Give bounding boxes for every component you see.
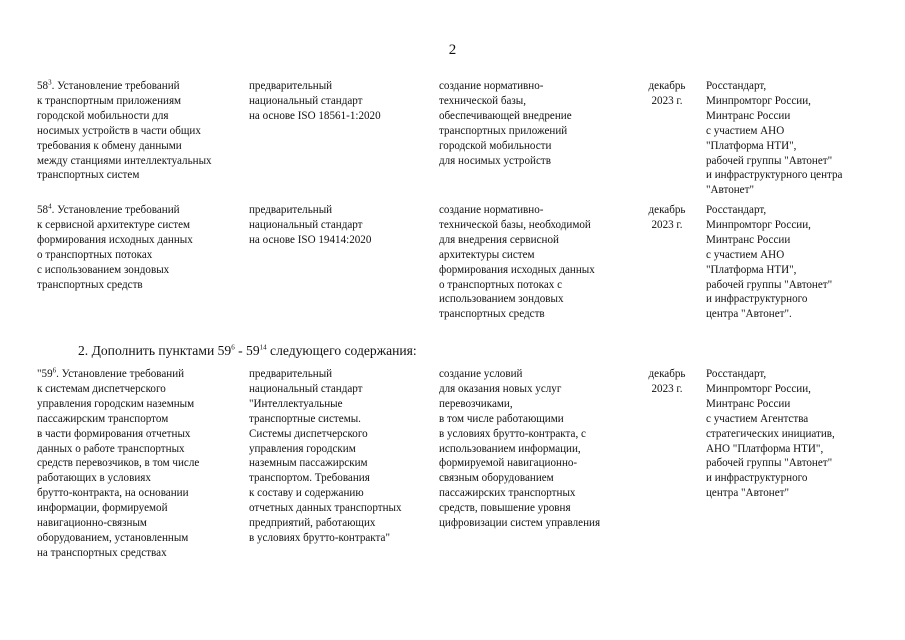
document-type: предварительный национальный стандарт на основе ISO 18561-1:2020 — [249, 80, 381, 122]
deadline: декабрь 2023 г. — [648, 80, 686, 107]
item-title — [37, 203, 242, 292]
deadline: декабрь 2023 г. — [648, 204, 686, 231]
responsible: Росстандарт, Минпромторг России, Минтранс России с участием Агентства стратегических инициатив, АНО "Платформа НТИ", рабочей группы "Автонет" и инфраструктурного центра "Автонет" — [706, 368, 835, 500]
section-heading — [78, 343, 417, 359]
item-number-superscript: 6 — [52, 366, 57, 375]
responsible: Росстандарт, Минпромторг России, Минтранс России с участием АНО "Платформа НТИ", рабочей группы "Автонет" и инфраструктурного центра "Автонет". — [706, 204, 833, 321]
item-number-superscript: 3 — [48, 78, 52, 87]
item-number: 58 — [37, 204, 49, 216]
heading-suffix: следующего содержания: — [266, 343, 417, 358]
purpose: создание нормативно- технической базы, обеспечивающей внедрение транспортных приложений городской мобильности для носимых устройств — [439, 80, 572, 167]
deadline: декабрь 2023 г. — [648, 368, 686, 395]
item-title — [37, 367, 242, 561]
document-type: предварительный национальный стандарт на основе ISO 19414:2020 — [249, 204, 372, 246]
heading-superscript: 6 — [231, 343, 235, 352]
item-number: 58 — [37, 80, 49, 92]
item-title — [37, 79, 242, 183]
purpose: создание нормативно- технической базы, необходимой для внедрения сервисной архитектуры систем формирования исходных данных о транспортных потоках с использованием зондовых транспортных средств — [439, 204, 595, 321]
item-title-text: . Установление требований к системам диспетчерского управления городским наземным пассажирским транспортом в части формирования отчетных данных о работе транспортных средств перевозчиков, в том числе работающих в условиях брутто-контракта, на основании информации, формируемой навигационно-связным оборудованием, установленным на транспортных средствах — [37, 368, 200, 559]
document-type: предварительный национальный стандарт "Интеллектуальные транспортные системы. Системы диспетчерского управления городским наземным пассажирским транспортом. Требования к составу и содержанию отчетных данных транспортных предприятий, работающих в условиях брутто-контракта" — [249, 368, 402, 544]
heading-prefix: 2. Дополнить пунктами 59 — [78, 343, 232, 358]
page-number: 2 — [448, 42, 457, 58]
item-number-superscript: 4 — [48, 202, 52, 211]
heading-middle: - 59 — [234, 343, 260, 358]
item-title-text: . Установление требований к транспортным приложениям городской мобильности для носимых устройств в части общих требования к обмену данными между станциями интеллектуальных транспортных систем — [37, 80, 212, 182]
item-number: "59 — [37, 368, 53, 380]
item-title-text: . Установление требований к сервисной архитектуре систем формирования исходных данных о транспортных потоках с использованием зондовых транспортных средств — [37, 204, 193, 291]
purpose: создание условий для оказания новых услуг перевозчиками, в том числе работающими в условиях брутто-контракта, с использованием информации, формируемой навигационно- связным оборудованием пассажирских транспортных средств, повышение уровня цифровизации систем управления — [439, 368, 601, 530]
heading-superscript: 14 — [259, 343, 267, 352]
responsible: Росстандарт, Минпромторг России, Минтранс России с участием АНО "Платформа НТИ", рабочей группы "Автонет" и инфраструктурного центра "Автонет" — [706, 80, 843, 197]
